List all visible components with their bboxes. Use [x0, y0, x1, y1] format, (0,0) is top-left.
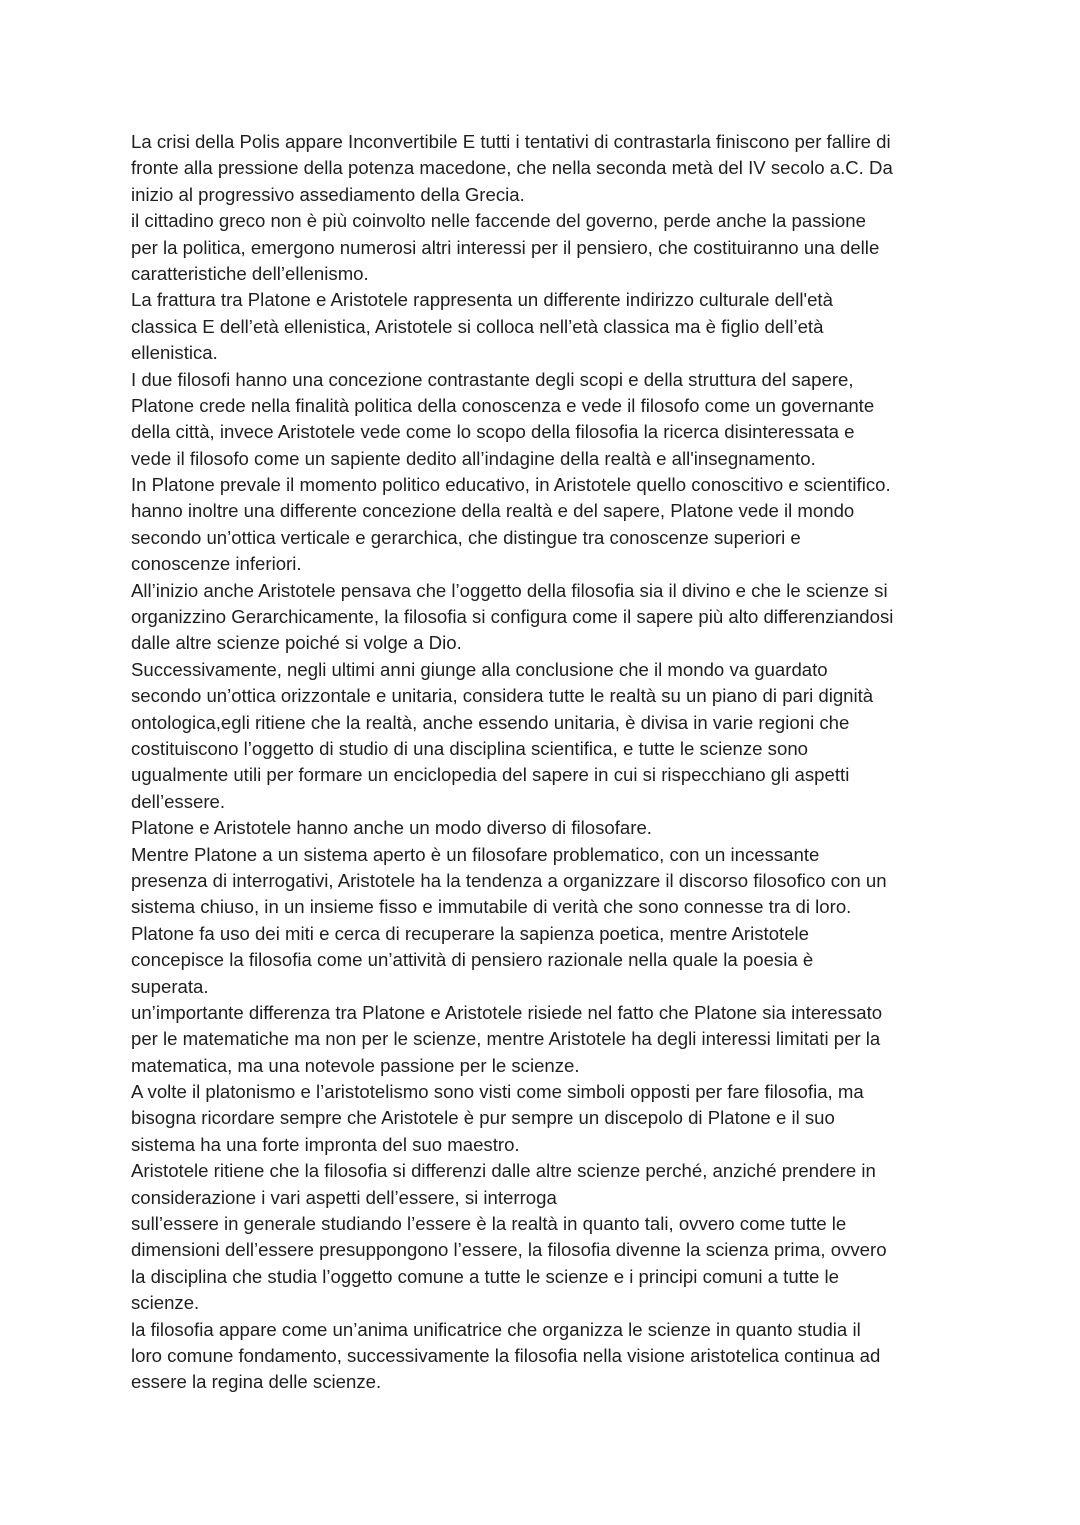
- text-line: della città, invece Aristotele vede come lo scopo della filosofia la ricerca disinteressata e: [131, 421, 855, 443]
- text-line: costituiscono l’oggetto di studio di una disciplina scientifica, e tutte le scienze sono: [131, 737, 809, 759]
- text-line: Aristotele ritiene che la filosofia si differenzi dalle altre scienze perché, anziché prendere in: [131, 1160, 876, 1182]
- text-line: caratteristiche dell’ellenismo.: [131, 262, 369, 284]
- text-line: vede il filosofo come un sapiente dedito all’indagine della realtà e all'insegnamento.: [131, 447, 816, 469]
- text-line: La frattura tra Platone e Aristotele rappresenta un differente indirizzo culturale dell'età: [131, 289, 833, 311]
- text-line: I due filosofi hanno una concezione contrastante degli scopi e della struttura del sapere,: [131, 368, 854, 390]
- text-line: loro comune fondamento, successivamente la filosofia nella visione aristotelica continua ad: [131, 1344, 881, 1366]
- text-line: bisogna ricordare sempre che Aristotele è pur sempre un discepolo di Platone e il suo: [131, 1107, 835, 1129]
- text-line: ugualmente utili per formare un enciclopedia del sapere in cui si rispecchiano gli aspetti: [131, 764, 850, 786]
- text-line: dimensioni dell’essere presuppongono l’essere, la filosofia divenne la scienza prima, ovvero: [131, 1239, 887, 1261]
- text-line: matematica, ma una notevole passione per le scienze.: [131, 1054, 580, 1076]
- text-line: A volte il platonismo e l’aristotelismo sono visti come simboli opposti per fare filosofia, ma: [131, 1081, 864, 1103]
- text-line: la disciplina che studia l’oggetto comune a tutte le scienze e i principi comuni a tutte le: [131, 1265, 839, 1287]
- text-line: considerazione i vari aspetti dell’essere, si interroga: [131, 1186, 557, 1208]
- text-line: sistema ha una forte impronta del suo maestro.: [131, 1133, 520, 1155]
- text-line: per le matematiche ma non per le scienze, mentre Aristotele ha degli interessi limitati per la: [131, 1028, 881, 1050]
- text-line: Platone crede nella finalità politica della conoscenza e vede il filosofo come un governante: [131, 394, 875, 416]
- text-line: Platone fa uso dei miti e cerca di recuperare la sapienza poetica, mentre Aristotele: [131, 922, 810, 944]
- text-line: ontologica,egli ritiene che la realtà, anche essendo unitaria, è divisa in varie regioni che: [131, 711, 850, 733]
- text-line: organizzino Gerarchicamente, la filosofia si configura come il sapere più alto differenziandosi: [131, 606, 894, 628]
- text-line: un’importante differenza tra Platone e Aristotele risiede nel fatto che Platone sia interessato: [131, 1001, 883, 1023]
- text-line: Platone e Aristotele hanno anche un modo diverso di filosofare.: [131, 817, 652, 839]
- text-line: per la politica, emergono numerosi altri interessi per il pensiero, che costituiranno una delle: [131, 236, 880, 258]
- text-line: hanno inoltre una differente concezione della realtà e del sapere, Platone vede il mondo: [131, 500, 855, 522]
- text-line: Mentre Platone a un sistema aperto è un filosofare problematico, con un incessante: [131, 843, 820, 865]
- text-line: scienze.: [131, 1292, 200, 1314]
- text-line: superata.: [131, 975, 209, 997]
- text-line: secondo un’ottica orizzontale e unitaria, considera tutte le realtà su un piano di pari dignità: [131, 685, 874, 707]
- text-line: ellenistica.: [131, 342, 218, 364]
- text-line: essere la regina delle scienze.: [131, 1371, 382, 1393]
- text-line: inizio al progressivo assediamento della Grecia.: [131, 183, 525, 205]
- text-line: dell’essere.: [131, 790, 226, 812]
- text-line: classica E dell’età ellenistica, Aristotele si colloca nell’età classica ma è figlio dell’età: [131, 315, 824, 337]
- document-body-text: [131, 129, 961, 1396]
- text-line: la filosofia appare come un’anima unificatrice che organizza le scienze in quanto studia il: [131, 1318, 861, 1340]
- text-line: All’inizio anche Aristotele pensava che l’oggetto della filosofia sia il divino e che le scienze si: [131, 579, 888, 601]
- text-line: dalle altre scienze poiché si volge a Dio.: [131, 632, 462, 654]
- text-line: concepisce la filosofia come un’attività di pensiero razionale nella quale la poesia è: [131, 949, 814, 971]
- text-line: il cittadino greco non è più coinvolto nelle faccende del governo, perde anche la passione: [131, 210, 866, 232]
- text-line: sistema chiuso, in un insieme fisso e immutabile di verità che sono connesse tra di loro.: [131, 896, 852, 918]
- text-line: conoscenze inferiori.: [131, 553, 302, 575]
- text-line: presenza di interrogativi, Aristotele ha la tendenza a organizzare il discorso filosofico con un: [131, 869, 887, 891]
- text-line: Successivamente, negli ultimi anni giunge alla conclusione che il mondo va guardato: [131, 658, 828, 680]
- text-line: In Platone prevale il momento politico educativo, in Aristotele quello conoscitivo e scientifico.: [131, 474, 891, 496]
- text-line: fronte alla pressione della potenza macedone, che nella seconda metà del IV secolo a.C. Da: [131, 157, 893, 179]
- text-line: La crisi della Polis appare Inconvertibile E tutti i tentativi di contrastarla finiscono per fallire di: [131, 131, 891, 152]
- text-line: sull’essere in generale studiando l’essere è la realtà in quanto tali, ovvero come tutte le: [131, 1213, 847, 1235]
- text-line: secondo un’ottica verticale e gerarchica, che distingue tra conoscenze superiori e: [131, 526, 801, 548]
